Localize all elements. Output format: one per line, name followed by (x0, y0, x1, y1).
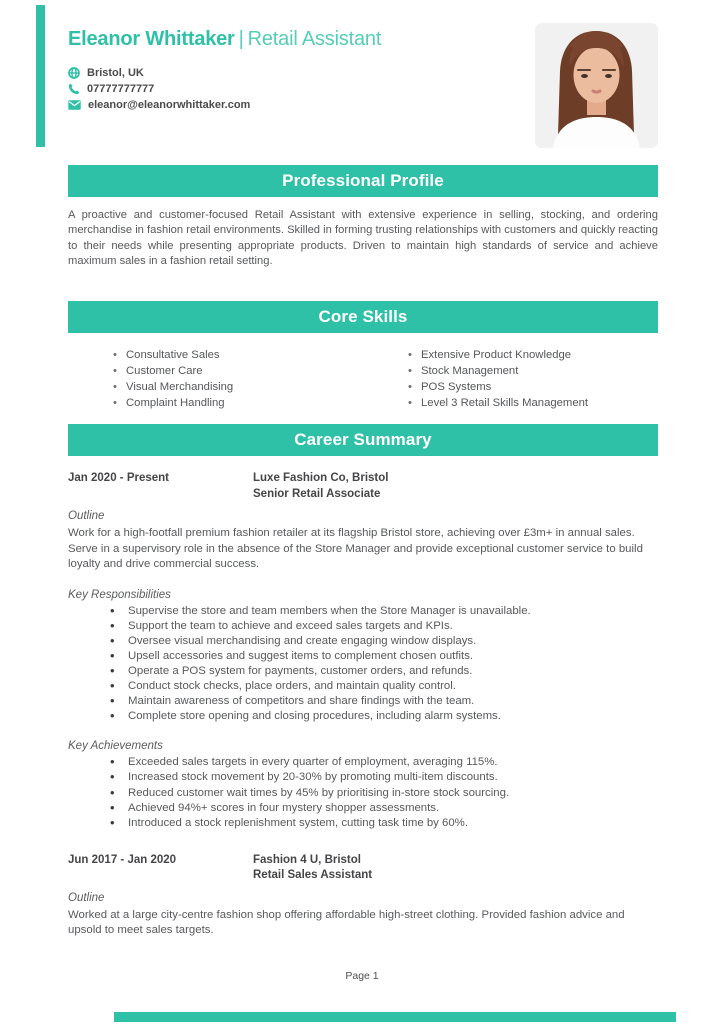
skill-item: • Level 3 Retail Skills Management (408, 396, 658, 412)
outline-label: Outline (68, 891, 105, 904)
candidate-photo (535, 23, 658, 148)
contact-phone: 07777777777 (87, 83, 155, 95)
achievement-item: • Reduced customer wait times by 45% by prioritising in-store stock sourcing. (110, 786, 658, 801)
job-outline-text: Worked at a large city-centre fashion shop offering affordable high-street clothing. Provided fashion advice and upsold to meet sales targets. (68, 908, 625, 937)
achievement-item: • Exceeded sales targets in every quarter of employment, averaging 115%. (110, 755, 658, 770)
outline-label: Outline (68, 510, 105, 523)
job-company-role (253, 853, 658, 884)
responsibility-item: • Operate a POS system for payments, customer orders, and refunds. (110, 664, 658, 679)
contact-email: eleanor@eleanorwhittaker.com (88, 99, 251, 111)
job-company: Fashion 4 U, Bristol (253, 853, 361, 866)
candidate-name: Eleanor Whittaker (68, 28, 235, 50)
key-responsibilities-list (68, 604, 658, 725)
core-skills-grid (68, 348, 658, 411)
globe-icon (68, 67, 80, 79)
section-heading-core-skills: Core Skills (68, 301, 658, 333)
responsibility-item: • Support the team to achieve and exceed sales targets and KPIs. (110, 619, 658, 634)
job-role: Senior Retail Associate (253, 487, 381, 500)
candidate-job-title: Retail Assistant (247, 28, 382, 50)
skill-item: • Extensive Product Knowledge (408, 348, 658, 364)
job-header (68, 471, 658, 502)
responsibility-item: • Upsell accessories and suggest items to complement chosen outfits. (110, 649, 658, 664)
skill-item: • Customer Care (113, 364, 363, 380)
accent-bar-bottom (114, 1012, 676, 1022)
accent-bar-top-left (36, 5, 45, 147)
job-header (68, 853, 658, 884)
skill-item: • Complaint Handling (113, 396, 363, 412)
email-icon (68, 100, 81, 110)
core-skills-right-column (363, 348, 658, 411)
responsibility-item: • Conduct stock checks, place orders, and maintain quality control. (110, 679, 658, 694)
contact-location: Bristol, UK (87, 67, 144, 79)
skill-item: • Stock Management (408, 364, 658, 380)
job-company: Luxe Fashion Co, Bristol (253, 472, 389, 485)
job-outline-text: Work for a high-footfall premium fashion retailer at its flagship Bristol store, achieving over £3m+ in annual sales. Serve in a supervisory role in the absence of the Store Manager and provide exceptional customer service to build loyalty and drive commercial success. (68, 527, 643, 571)
skill-item: • Visual Merchandising (113, 380, 363, 396)
core-skills-left-column (68, 348, 363, 411)
responsibility-item: • Oversee visual merchandising and create engaging window displays. (110, 634, 658, 649)
key-responsibilities-label: Key Responsibilities (68, 588, 171, 601)
achievement-item: • Introduced a stock replenishment system, cutting task time by 60%. (110, 816, 658, 831)
key-achievements-label: Key Achievements (68, 740, 163, 753)
cv-content (0, 28, 724, 939)
job-dates: Jun 2017 - Jan 2020 (68, 853, 177, 866)
achievement-item: • Achieved 94%+ scores in four mystery shopper assessments. (110, 801, 658, 816)
job-dates: Jan 2020 - Present (68, 472, 170, 485)
page-number: Page 1 (345, 970, 379, 982)
responsibility-item: • Complete store opening and closing procedures, including alarm systems. (110, 709, 658, 724)
skill-item: • POS Systems (408, 380, 658, 396)
responsibility-item: • Maintain awareness of competitors and share findings with the team. (110, 694, 658, 709)
phone-icon (68, 83, 80, 95)
job-company-role (253, 471, 658, 502)
responsibility-item: • Supervise the store and team members when the Store Manager is unavailable. (110, 604, 658, 619)
achievement-item: • Increased stock movement by 20-30% by promoting multi-item discounts. (110, 770, 658, 785)
section-heading-career-summary: Career Summary (68, 424, 658, 456)
job-role: Retail Sales Assistant (253, 869, 373, 882)
professional-profile-text: A proactive and customer-focused Retail Assistant with extensive experience in selling, stocking, and ordering merchandise in fashion retail environments. Skilled in forming trusting relationships with customers and quickly reacting to their needs while presenting appropriate products. Driven to maintain high standards of service and achieve maximum sales in a fashion retail setting. (68, 209, 658, 267)
key-achievements-list (68, 755, 658, 830)
skill-item: • Consultative Sales (113, 348, 363, 364)
section-heading-professional-profile: Professional Profile (68, 165, 658, 197)
name-title-separator: | (238, 28, 244, 50)
